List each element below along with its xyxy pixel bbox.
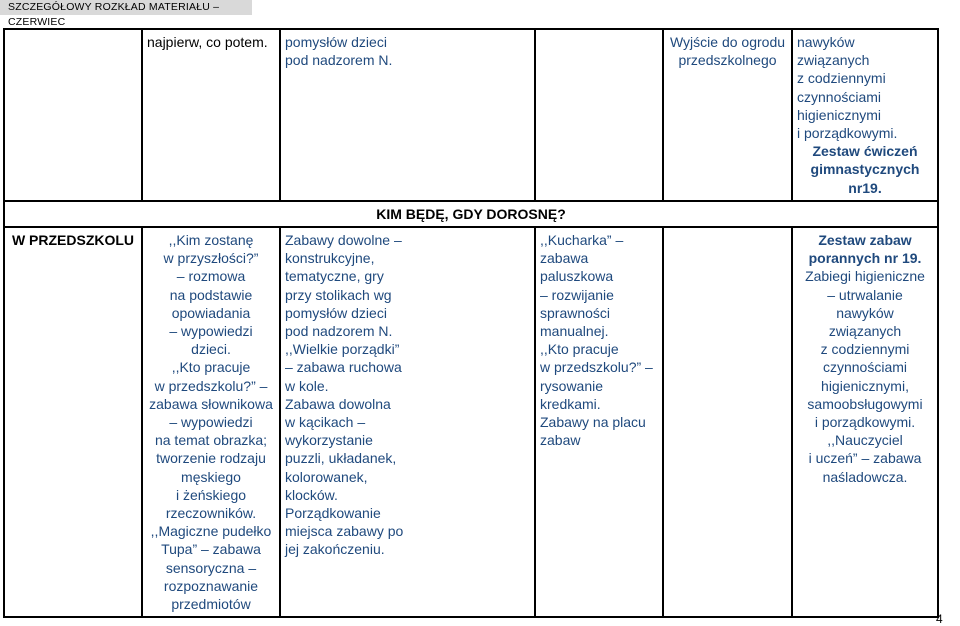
week-title: KIM BĘDĘ, GDY DOROSNĘ? [4, 201, 938, 227]
cell-main-col5: Zestaw zabaw porannych nr 19. Zabiegi higieniczne – utrwalanie nawyków związanych z codziennymi czynnościami higienicznymi, samoobsługowymi i porządkowymi. ,,Nauczyciel i uczeń” – zabawa naśladowcza. [792, 227, 938, 617]
cell-top-col1: najpierw, co potem. [142, 29, 280, 201]
cell-top-col5: nawyków związanych z codziennymi czynnościami higienicznymi i porządkowymi. Zestaw ćwiczeń gimnastycznych nr19. [792, 29, 938, 201]
table-row-continuation [4, 29, 938, 201]
table-row-week-title [4, 201, 938, 227]
cell-main-col3: ,,Kucharka” – zabawa paluszkowa – rozwijanie sprawności manualnej. ,,Kto pracuje w przedszkolu?” – rysowanie kredkami. Zabawy na placu zabaw [535, 227, 663, 617]
document-header: SZCZEGÓŁOWY ROZKŁAD MATERIAŁU – CZERWIEC [0, 0, 252, 15]
table-row-main [4, 227, 938, 617]
cell-top-col2: pomysłów dzieci pod nadzorem N. [280, 29, 535, 201]
cell-main-col4-empty [663, 227, 792, 617]
lesson-plan-table [3, 28, 939, 618]
area-label: W PRZEDSZKOLU [4, 227, 142, 617]
cell-top-col3-empty [535, 29, 663, 201]
page-number: 4 [936, 612, 943, 626]
area-cell-empty [4, 29, 142, 201]
cell-top-col4: Wyjście do ogrodu przedszkolnego [663, 29, 792, 201]
cell-main-col1: ,,Kim zostanę w przyszłości?” – rozmowa na podstawie opowiadania – wypowiedzi dzieci. ,,Kto pracuje w przedszkolu?” – zabawa słownikowa – wypowiedzi na temat obrazka; tworzenie rodzaju męskiego i żeńskiego rzeczowników. ,,Magiczne pudełko Tupa” – zabawa sensoryczna – rozpoznawanie przedmiotów [142, 227, 280, 617]
cell-main-col2: Zabawy dowolne – konstrukcyjne, tematyczne, gry przy stolikach wg pomysłów dzieci pod nadzorem N. ,,Wielkie porządki” – zabawa ruchowa w kole. Zabawa dowolna w kącikach – wykorzystanie puzzli, układanek, kolorowanek, klocków. Porządkowanie miejsca zabawy po jej zakończeniu. [280, 227, 535, 617]
